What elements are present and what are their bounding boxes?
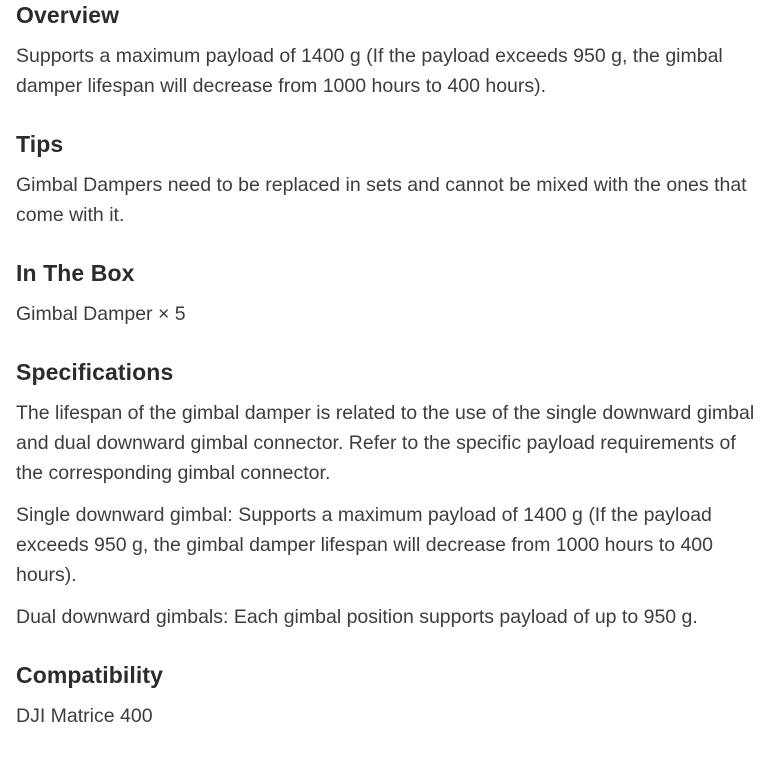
compatibility-heading: Compatibility — [16, 662, 163, 688]
in-the-box-heading: In The Box — [16, 260, 135, 286]
specifications-heading: Specifications — [16, 359, 174, 385]
overview-heading: Overview — [16, 2, 120, 28]
tips-text: Gimbal Dampers need to be replaced in sets and cannot be mixed with the ones that come with it. — [16, 174, 747, 226]
tips-heading: Tips — [16, 131, 64, 157]
specifications-paragraph: Single downward gimbal: Supports a maximum payload of 1400 g (If the payload exceeds 950 g, the gimbal damper lifespan will decrease from 1000 hours to 400 hours). — [16, 504, 713, 586]
specifications-paragraph: Dual downward gimbals: Each gimbal position supports payload of up to 950 g. — [16, 606, 698, 628]
overview-text: Supports a maximum payload of 1400 g (If the payload exceeds 950 g, the gimbal damper lifespan will decrease from 1000 hours to 400 hours). — [16, 45, 723, 97]
compatibility-text: DJI Matrice 400 — [16, 705, 153, 727]
specifications-paragraph: The lifespan of the gimbal damper is related to the use of the single downward gimbal and dual downward gimbal connector. Refer to the specific payload requirements of the corresponding gimbal connector. — [16, 402, 755, 484]
in-the-box-text: Gimbal Damper × 5 — [16, 303, 186, 325]
